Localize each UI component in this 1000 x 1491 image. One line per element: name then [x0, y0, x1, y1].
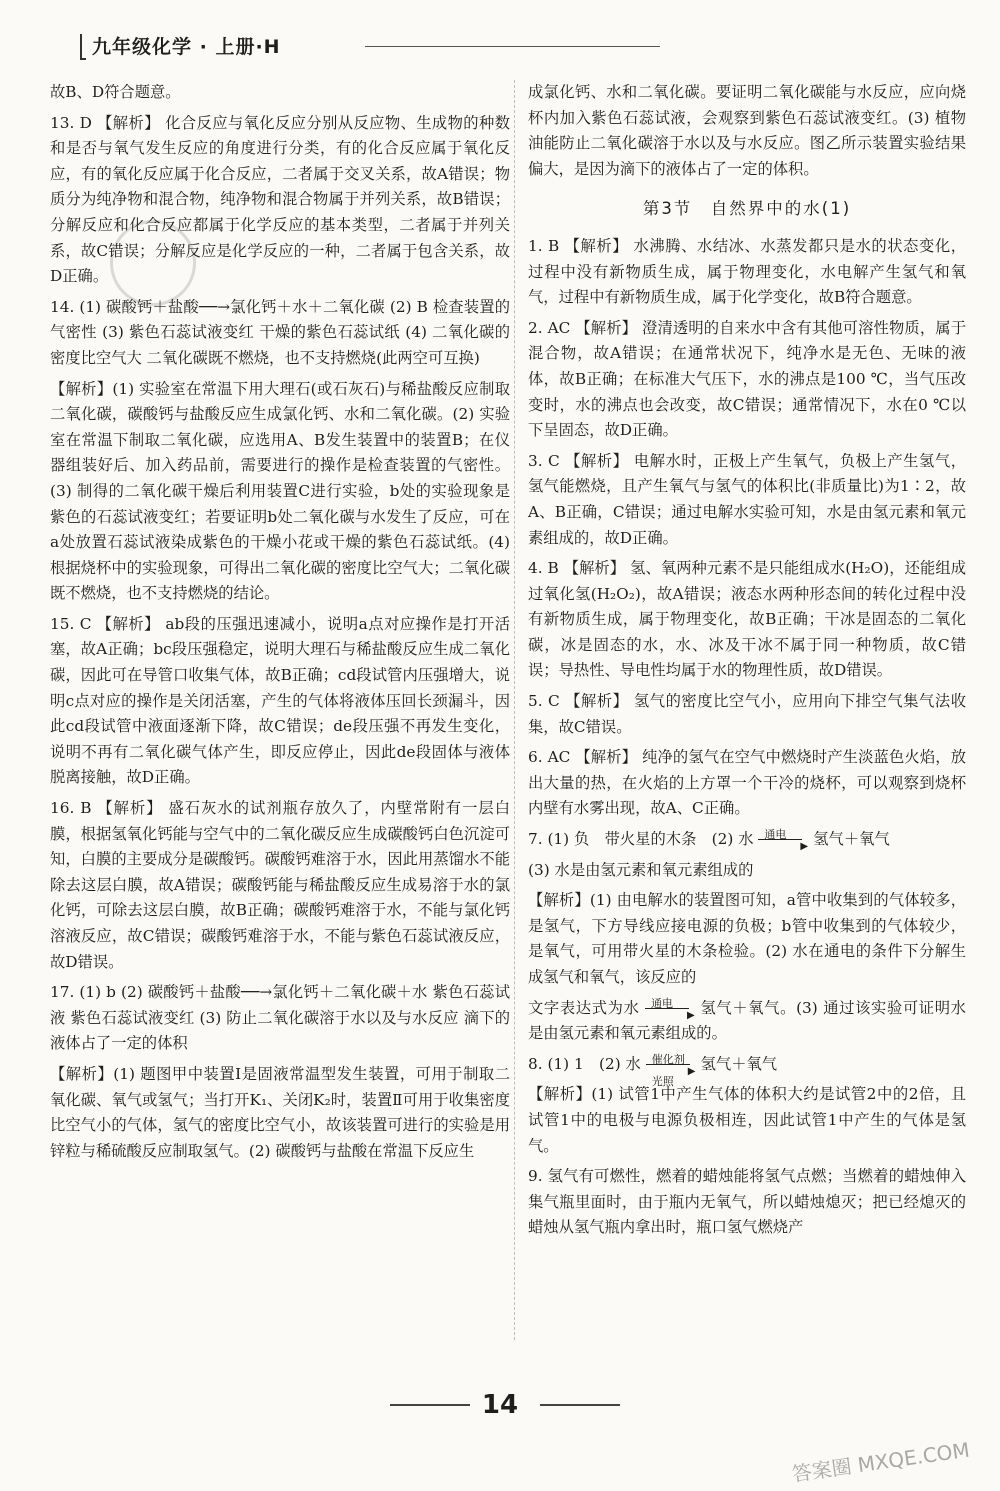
answer-14: 14. (1) 碳酸钙＋盐酸──→氯化钙＋水＋二氧化碳 (2) B 检查装置的气密性 (3) 紫色石蕊试液变红 干燥的紫色石蕊试纸 (4) 二氧化碳的密度比空气大 二氧化碳既不燃烧，也不支持燃烧(此两空可互换) — [50, 297, 510, 367]
answer-s3-8-line — [528, 1052, 966, 1088]
answer-s3-2: 2. AC 【解析】 澄清透明的自来水中含有其他可溶性物质，属于混合物，故A错误；在通常状况下，纯净水是无色、无味的液体，故B正确；在标准大气压下，水的沸点是100 ℃，当气压改变时，水的沸点也会改变，故C错误；通常情况下，水在0 ℃以下呈固态，故D正确。 — [528, 318, 966, 440]
left-column — [50, 80, 510, 1169]
q8-text-b: 氢气＋氧气 — [700, 1054, 778, 1073]
answer-17-continued: 成氯化钙、水和二氧化碳。要证明二氧化碳能与水反应，应向烧杯内加入紫色石蕊试液，会观察到紫色石蕊试液变红。(3) 植物油能防止二氧化碳溶于水以及与水反应。图乙所示装置实验结果偏大，是因为滴下的液体占了一定的体积。 — [528, 83, 966, 178]
answer-s3-6: 6. AC 【解析】 纯净的氢气在空气中燃烧时产生淡蓝色火焰，放出大量的热，在火焰的上方罩一个干冷的烧杯，可以观察到烧杯内壁有水雾出现，故A、C正确。 — [528, 748, 966, 818]
header-bracket — [80, 34, 86, 60]
right-column — [528, 80, 966, 1246]
answer-s3-4: 4. B 【解析】 氢、氧两种元素不是只能组成水(H₂O)，还能组成过氧化氢(H₂O₂)，故A错误；液态水两种形态间的转化过程中没有新物质生成，属于物理变化，故B正确；干冰是固态的二氧化碳，冰是固态的水，水、冰及干冰不属于同一种物质，故C错误；导热性、导电性均属于水的物理性质，故D错误。 — [528, 559, 966, 680]
answer-s3-9: 9. 氢气有可燃性，燃着的蜡烛能将氢气点燃；当燃着的蜡烛伸入集气瓶里面时，由于瓶内无氧气，所以蜡烛熄灭；把已经熄灭的蜡烛从氢气瓶内拿出时，瓶口氢气燃烧产 — [528, 1167, 966, 1237]
arrow-line — [758, 839, 802, 840]
q7-text-b: 氢气＋氧气 — [813, 830, 890, 849]
arrow-condition-bottom: 光照 — [651, 1074, 674, 1088]
q7-analysis-text-b: 氢气＋氧气。(3) 通过该实验可证明水是由氢元素和氧元素组成的。 — [528, 998, 966, 1043]
arrow-condition-top: 催化剂 — [651, 1052, 685, 1066]
header-rule — [365, 46, 660, 47]
answer-s3-7-line2: (3) 水是由氢元素和氧元素组成的 — [528, 860, 754, 879]
q7-analysis-text-a: 文字表达式为水 — [528, 998, 640, 1017]
answer-14-analysis: 【解析】(1) 实验室在常温下用大理石(或石灰石)与稀盐酸反应制取二氧化碳，碳酸钙与盐酸反应生成氯化钙、水和二氧化碳。(2) 实验室在常温下制取二氧化碳，应选用A、B发生装置中的装置B；在仪器组装好后、加入药品前，需要进行的操作是检查装置的气密性。(3) 制得的二氧化碳干燥后利用装置C进行实验，b处的实验现象是紫色的石蕊试液变红；若要证明b处二氧化碳与水发生了反应，可在a处放置石蕊试液染成紫色的干燥小花或干燥的紫色石蕊试纸。(4) 根据烧杯中的实验现象，可得出二氧化碳的密度比空气大；二氧化碳既不燃烧，也不支持燃烧的结论。 — [50, 379, 510, 603]
watermark-logo: 答案圈 MXQE.COM — [790, 1437, 972, 1487]
arrow-head-icon: ▶ — [687, 1009, 695, 1021]
arrow-condition: 通电 — [651, 996, 673, 1010]
answer-s3-8-analysis: 【解析】(1) 试管1中产生气体的体积大约是试管2中的2倍，且试管1中的电极与电源负极相连，因此试管1中产生的气体是氢气。 — [528, 1085, 966, 1155]
arrow-line — [645, 1008, 689, 1009]
reaction-arrow — [645, 996, 695, 1021]
answer-s3-7-line1 — [528, 827, 966, 853]
answer-17: 17. (1) b (2) 碳酸钙＋盐酸──→氯化钙＋二氧化碳＋水 紫色石蕊试液 紫色石蕊试液变红 (3) 防止二氧化碳溶于水以及与水反应 滴下的液体占了一定的体积 — [50, 983, 510, 1053]
arrow-head-icon: ▶ — [800, 841, 809, 853]
arrow-line — [646, 1064, 690, 1065]
q8-text-a: 8. (1) 1 (2) 水 — [528, 1054, 641, 1073]
arrow-condition: 通电 — [764, 828, 787, 842]
answer-17-analysis: 【解析】(1) 题图甲中装置Ⅰ是固液常温型发生装置，可用于制取二氧化碳、氧气或氢气；当打开K₁、关闭K₂时，装置Ⅱ可用于收集密度比空气小的气体，氢气的密度比空气小，故该装置可进行的实验是用锌粒与稀硫酸反应制取氢气。(2) 碳酸钙与盐酸在常温下反应生 — [50, 1064, 510, 1160]
header-title: 九年级化学 · 上册·H — [92, 36, 281, 58]
q7-text-a: 7. (1) 负 带火星的木条 (2) 水 — [528, 830, 754, 849]
answer-s3-7-analysis2 — [528, 996, 966, 1047]
page-header — [80, 32, 660, 62]
reaction-arrow — [758, 828, 809, 853]
page-number: 14 — [481, 1390, 519, 1420]
answer-15: 15. C 【解析】 ab段的压强迅速减小，说明a点对应操作是打开活塞，故A正确；bc段压强稳定，说明大理石与稀盐酸反应生成二氧化碳，因此可在导管口收集气体，故B正确；cd段试管内压强增大，说明c点对应的操作是关闭活塞，产生的气体将液体压回长颈漏斗，因此cd段试管中液面逐渐下降，故C错误；de段压强不再发生变化，说明不再有二氧化碳气体产生，即反应停止，因此de段固体与液体脱离接触，故D正确。 — [50, 614, 510, 787]
footer-rule-right — [540, 1404, 620, 1406]
answer-16: 16. B 【解析】 盛石灰水的试剂瓶存放久了，内壁常附有一层白膜，根据氢氧化钙能与空气中的二氧化碳反应生成碳酸钙白色沉淀可知，白膜的主要成分是碳酸钙。碳酸钙难溶于水，因此用蒸馏水不能除去这层白膜，故A错误；碳酸钙能与稀盐酸反应生成易溶于水的氯化钙，可除去这层白膜，故B正确；碳酸钙难溶于水，不能与氯化钙溶液反应，故C错误；碳酸钙难溶于水，不能与紫色石蕊试液反应，故D错误。 — [50, 799, 510, 971]
answer-s3-5: 5. C 【解析】 氢气的密度比空气小，应用向下排空气集气法收集，故C错误。 — [528, 692, 966, 736]
answer-s3-3: 3. C 【解析】 电解水时，正极上产生氧气，负极上产生氢气，氢气能燃烧，且产生氧气与氢气的体积比(非质量比)为1∶2，故A、B正确，C错误；通过电解水实验可知，水是由氢元素和氧元素组成的，故D正确。 — [528, 451, 966, 547]
answer-13: 13. D 【解析】 化合反应与氧化反应分别从反应物、生成物的种数和是否与氧气发生反应的角度进行分类，有的化合反应属于氧化反应，有的氧化反应属于化合反应，二者属于交叉关系，故A错误；物质分为纯净物和混合物，纯净物和混合物属于并列关系，故B错误；分解反应和化合反应都属于化学反应的基本类型，二者属于并列关系，故C错误；分解反应是化学反应的一种，二者属于包含关系，故D正确。 — [50, 113, 510, 286]
arrow-head-icon: ▶ — [687, 1065, 696, 1077]
answer-s3-7-analysis: 【解析】(1) 由电解水的装置图可知，a管中收集到的气体较多，是氢气，下方导线应接电源的负极；b管中收集到的气体较少，是氧气，可用带火星的木条检验。(2) 水在通电的条件下分解生成氢气和氧气，该反应的 — [528, 891, 966, 986]
section-title: 第3节 自然界中的水(1) — [642, 199, 852, 219]
left-para-0: 故B、D符合题意。 — [50, 83, 181, 101]
column-divider — [514, 80, 515, 1340]
answer-s3-1: 1. B 【解析】 水沸腾、水结冰、水蒸发都只是水的状态变化，过程中没有新物质生成，属于物理变化，水电解产生氢气和氧气，过程中有新物质生成，属于化学变化，故B符合题意。 — [528, 236, 966, 307]
reaction-arrow — [646, 1052, 696, 1088]
